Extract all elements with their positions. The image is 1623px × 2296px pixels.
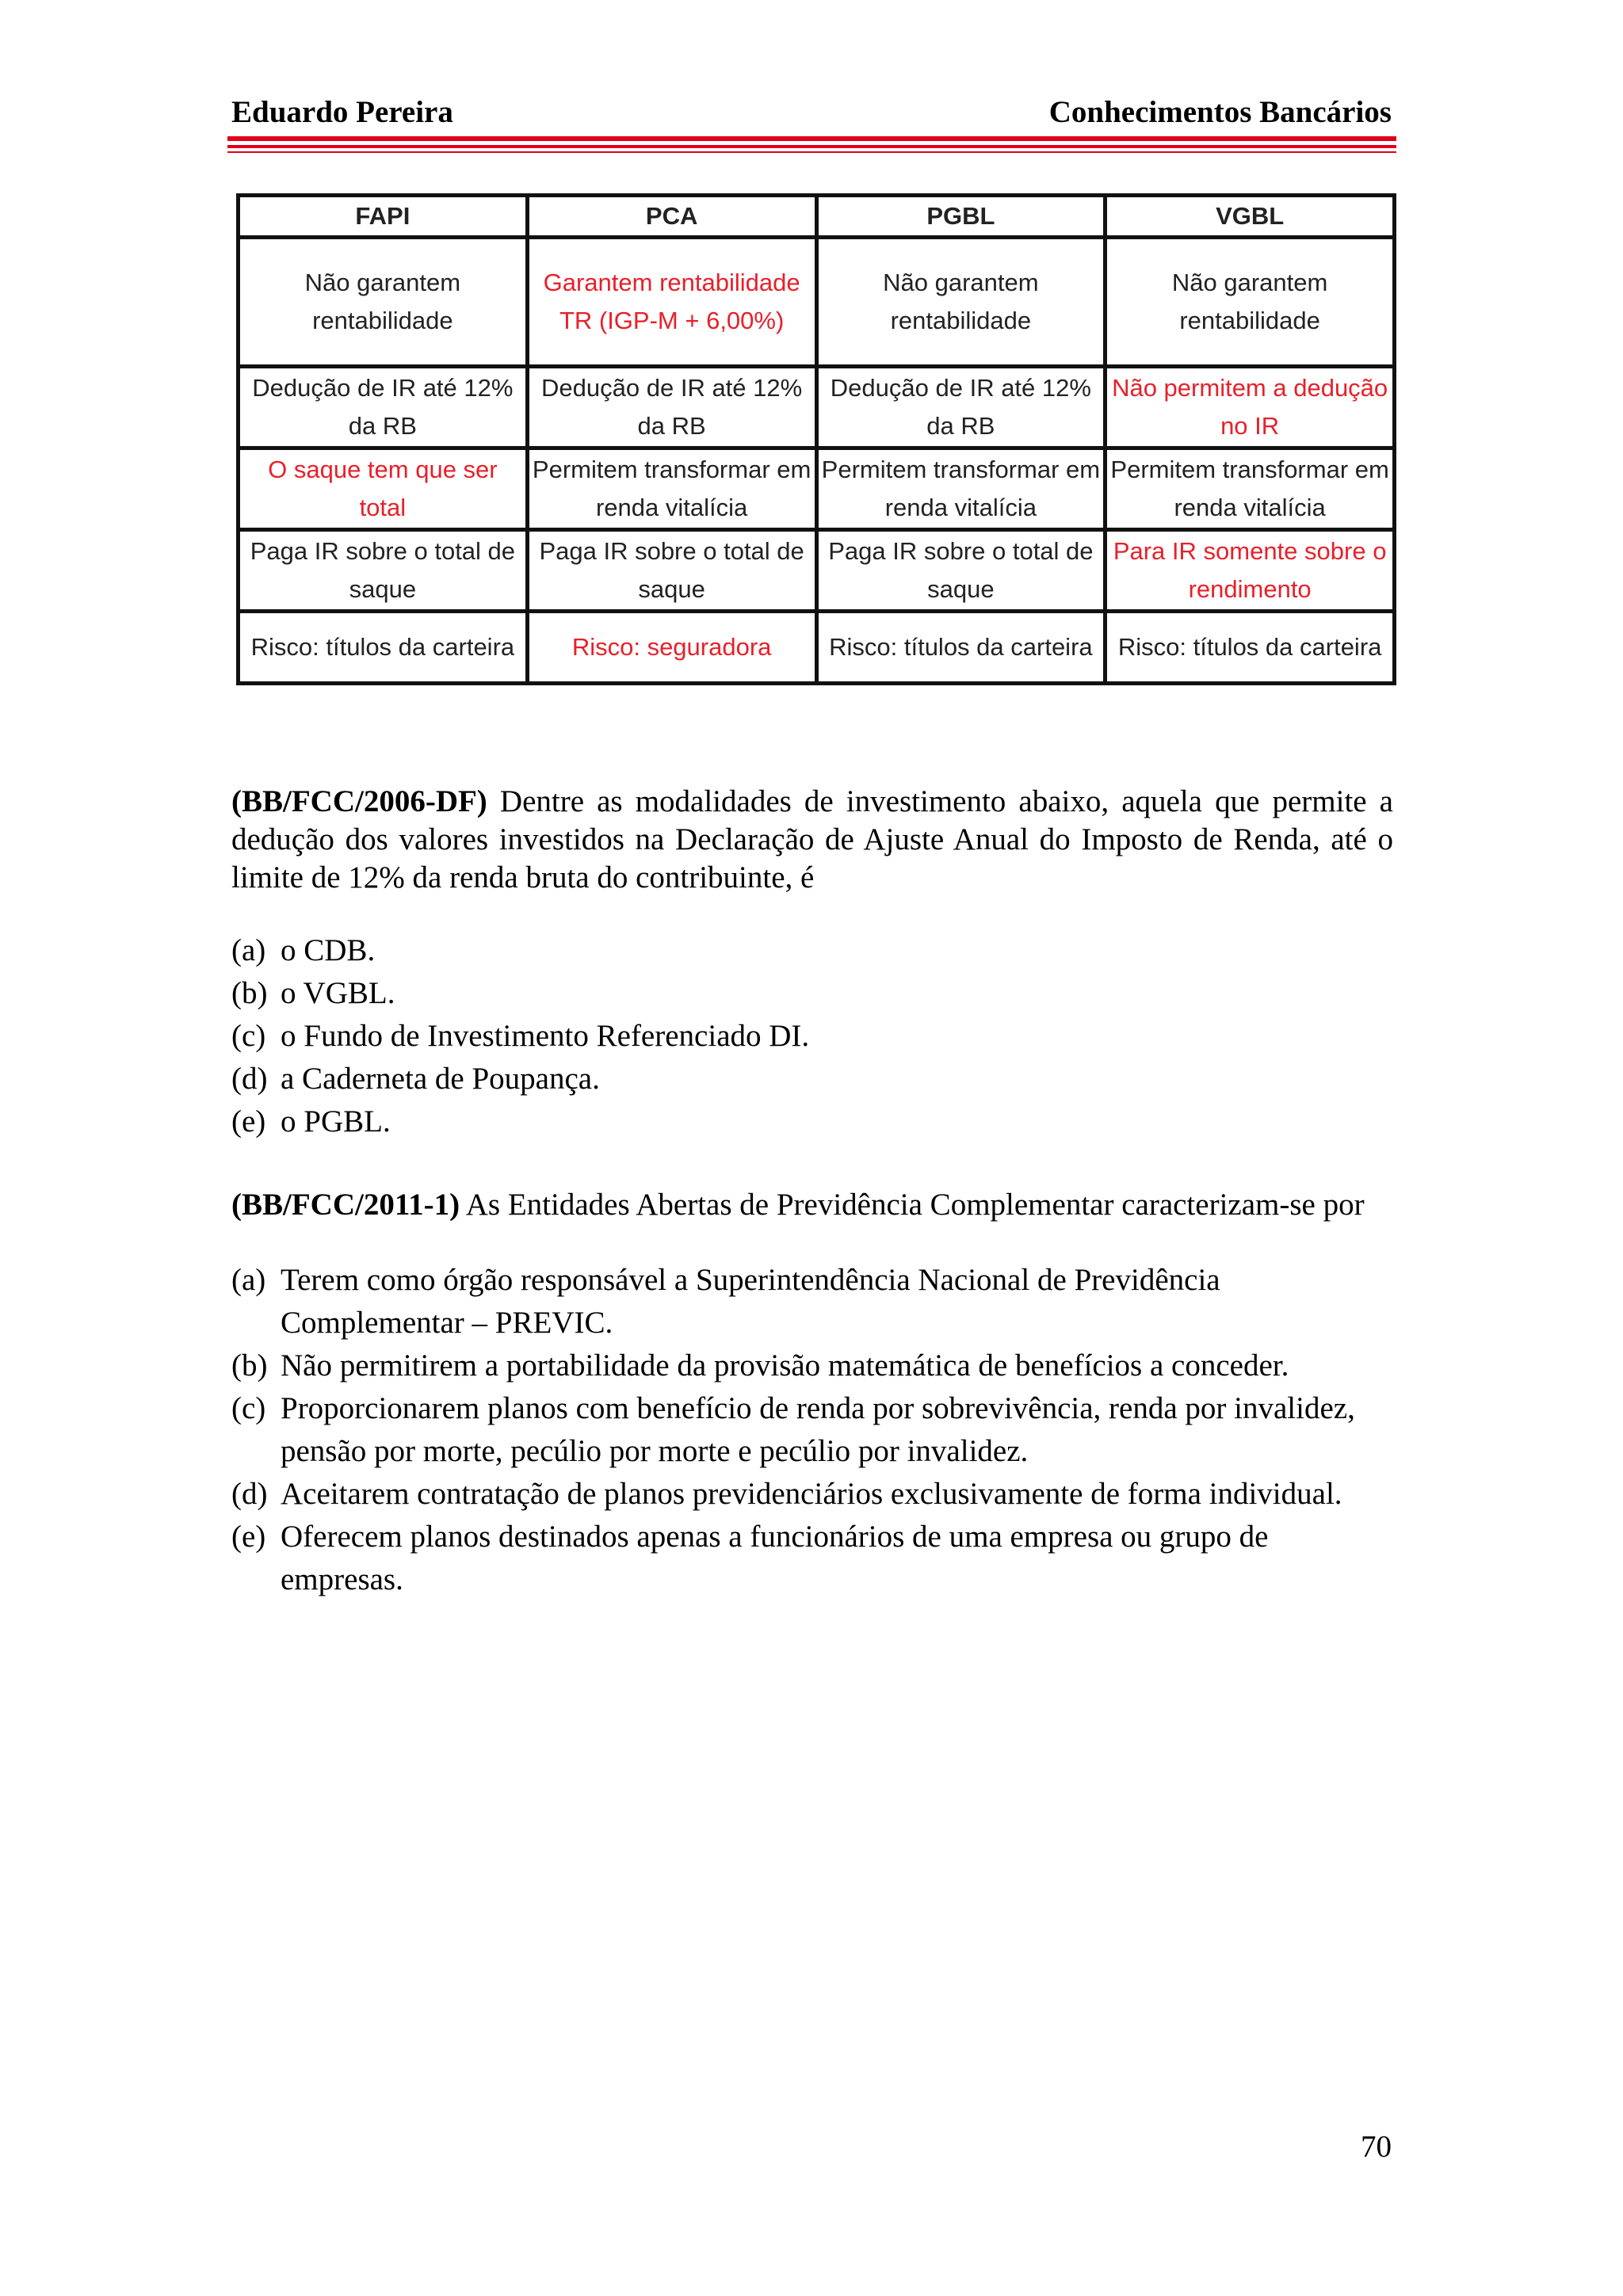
table-cell: Não garantem rentabilidade (816, 238, 1106, 367)
question-1-options (231, 929, 1396, 1143)
header-author: Eduardo Pereira (231, 95, 453, 129)
list-item (231, 1100, 1396, 1143)
table-row (239, 448, 1395, 530)
list-item (231, 1516, 1396, 1601)
question-2-source: (BB/FCC/2011-1) (231, 1188, 460, 1222)
option-text: Proporcionarem planos com benefício de renda por sobrevivência, renda por invalidez, pensão por morte, pecúlio por morte e pecúlio por invalidez. (281, 1391, 1355, 1468)
table-cell: Risco: títulos da carteira (816, 612, 1106, 684)
column-header-pca: PCA (527, 196, 816, 238)
option-label: (e) (231, 1520, 266, 1554)
comparison-table (236, 193, 1396, 685)
table-cell-highlight: Não permitem a dedução no IR (1106, 367, 1395, 448)
question-1-source: (BB/FCC/2006-DF) (231, 784, 487, 818)
table-cell: Paga IR sobre o total de saque (239, 530, 528, 612)
table-cell: Dedução de IR até 12% da RB (816, 367, 1106, 448)
option-text: Não permitirem a portabilidade da provisão matemática de benefícios a conceder. (281, 1348, 1289, 1383)
option-text: o PGBL. (281, 1104, 391, 1138)
table-cell: Risco: títulos da carteira (239, 612, 528, 684)
option-label: (c) (231, 1391, 266, 1425)
column-header-pgbl: PGBL (816, 196, 1106, 238)
header-rule (227, 145, 1396, 148)
header-rule (227, 136, 1396, 141)
table-cell: Permitem transformar em renda vitalícia (527, 448, 816, 530)
table-cell: Dedução de IR até 12% da RB (527, 367, 816, 448)
list-item (231, 972, 1396, 1015)
option-label: (b) (231, 976, 268, 1010)
table-cell: Não garantem rentabilidade (239, 238, 528, 367)
option-label: (b) (231, 1348, 268, 1383)
table-header-row (239, 196, 1395, 238)
list-item (231, 1015, 1396, 1058)
option-label: (d) (231, 1062, 268, 1096)
table-cell: Risco: títulos da carteira (1106, 612, 1395, 684)
option-label: (a) (231, 1263, 266, 1297)
option-text: a Caderneta de Poupança. (281, 1062, 600, 1096)
option-text: Oferecem planos destinados apenas a funcionários de uma empresa ou grupo de empresas. (281, 1520, 1269, 1596)
column-header-fapi: FAPI (239, 196, 528, 238)
table-cell: Paga IR sobre o total de saque (816, 530, 1106, 612)
list-item (231, 929, 1396, 972)
option-text: o VGBL. (281, 976, 395, 1010)
option-label: (c) (231, 1019, 266, 1053)
header-rule (227, 151, 1396, 153)
option-label: (e) (231, 1104, 266, 1138)
option-label: (a) (231, 933, 266, 967)
column-header-vgbl: VGBL (1106, 196, 1395, 238)
table-row (239, 530, 1395, 612)
table-cell: Paga IR sobre o total de saque (527, 530, 816, 612)
question-2-statement (231, 1186, 1393, 1224)
table-cell-highlight: Risco: seguradora (527, 612, 816, 684)
list-item (231, 1473, 1396, 1516)
option-label: (d) (231, 1477, 268, 1511)
page-number: 70 (1361, 2130, 1392, 2164)
table-cell: Permitem transformar em renda vitalícia (816, 448, 1106, 530)
list-item (231, 1344, 1396, 1387)
table-row (239, 238, 1395, 367)
question-2-text: As Entidades Abertas de Previdência Complementar caracterizam-se por (460, 1188, 1365, 1222)
table-cell-highlight: O saque tem que ser total (239, 448, 528, 530)
question-1-text: Dentre as modalidades de investimento abaixo, aquela que permite a dedução dos valores investidos na Declaração de Ajuste Anual do Imposto de Renda, até o limite de 12% da renda bruta do contribuinte, é (231, 784, 1393, 894)
header-book-title: Conhecimentos Bancários (1048, 95, 1392, 129)
table-cell: Permitem transformar em renda vitalícia (1106, 448, 1395, 530)
table-cell-highlight: Para IR somente sobre o rendimento (1106, 530, 1395, 612)
table-row (239, 367, 1395, 448)
question-1-statement (231, 783, 1393, 897)
list-item (231, 1259, 1396, 1344)
table-cell: Dedução de IR até 12% da RB (239, 367, 528, 448)
option-text: o CDB. (281, 933, 376, 967)
option-text: o Fundo de Investimento Referenciado DI. (281, 1019, 810, 1053)
table-cell-highlight: Garantem rentabilidade TR (IGP-M + 6,00%) (527, 238, 816, 367)
table-row (239, 612, 1395, 684)
question-2-options (231, 1259, 1396, 1601)
option-text: Aceitarem contratação de planos previdenciários exclusivamente de forma individual. (281, 1477, 1342, 1511)
option-text: Terem como órgão responsável a Superintendência Nacional de Previdência Complementar – PREVIC. (281, 1263, 1220, 1340)
list-item (231, 1058, 1396, 1100)
table-cell: Não garantem rentabilidade (1106, 238, 1395, 367)
list-item (231, 1387, 1396, 1473)
